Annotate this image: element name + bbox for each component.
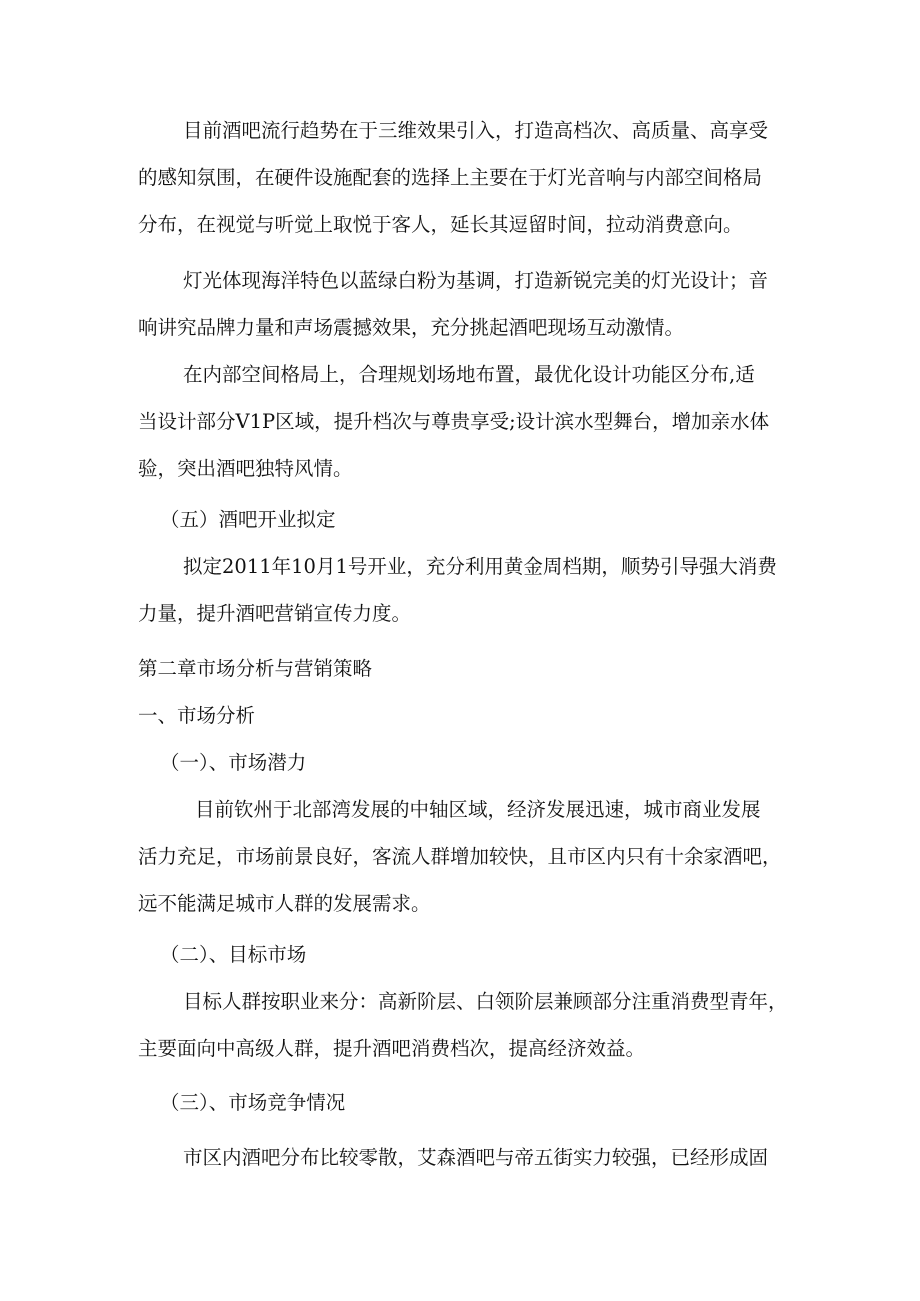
paragraph-line: 远不能满足城市人群的发展需求。 bbox=[138, 892, 431, 915]
paragraph-line: 当设计部分V1P区域，提升档次与尊贵享受;设计滨水型舞台，增加亲水体 bbox=[138, 410, 770, 433]
paragraph-line: 拟定2011年10月1号开业，充分利用黄金周档期，顺势引导强大消费 bbox=[183, 555, 777, 578]
section-heading: （五）酒吧开业拟定 bbox=[160, 508, 336, 531]
paragraph-line: 力量，提升酒吧营销宣传力度。 bbox=[138, 602, 412, 625]
subsection-heading: （三）、市场竞争情况 bbox=[160, 1091, 346, 1114]
paragraph-line: 市区内酒吧分布比较零散，艾森酒吧与帝五街实力较强，已经形成固 bbox=[183, 1146, 769, 1169]
paragraph-line: 在内部空间格局上，合理规划场地布置，最优化设计功能区分布,适 bbox=[183, 363, 755, 386]
subsection-heading: （一）、市场潜力 bbox=[160, 751, 307, 774]
subsection-heading: （二）、目标市场 bbox=[160, 943, 307, 966]
paragraph-line: 的感知氛围，在硬件设施配套的选择上主要在于灯光音响与内部空间格局 bbox=[138, 166, 763, 189]
paragraph-line: 目标人群按职业来分：高新阶层、白领阶层兼顾部分注重消费型青年， bbox=[183, 990, 788, 1013]
part-heading: 一、市场分析 bbox=[138, 704, 256, 727]
paragraph-line: 主要面向中高级人群，提升酒吧消费档次，提高经济效益。 bbox=[138, 1037, 646, 1060]
paragraph-line: 灯光体现海洋特色以蓝绿白粉为基调，打造新锐完美的灯光设计；音 bbox=[183, 269, 769, 292]
paragraph-line: 目前钦州于北部湾发展的中轴区域，经济发展迅速，城市商业发展 bbox=[195, 798, 761, 821]
paragraph-line: 目前酒吧流行趋势在于三维效果引入，打造高档次、高质量、高享受 bbox=[183, 119, 769, 142]
paragraph-line: 验，突出酒吧独特风情。 bbox=[138, 457, 353, 480]
paragraph-line: 分布，在视觉与听觉上取悦于客人，延长其逗留时间，拉动消费意向。 bbox=[138, 213, 743, 236]
paragraph-line: 响讲究品牌力量和声场震撼效果，充分挑起酒吧现场互动激情。 bbox=[138, 316, 685, 339]
chapter-heading: 第二章市场分析与营销策略 bbox=[138, 657, 373, 680]
paragraph-line: 活力充足，市场前景良好，客流人群增加较快，且市区内只有十余家酒吧， bbox=[138, 845, 782, 868]
